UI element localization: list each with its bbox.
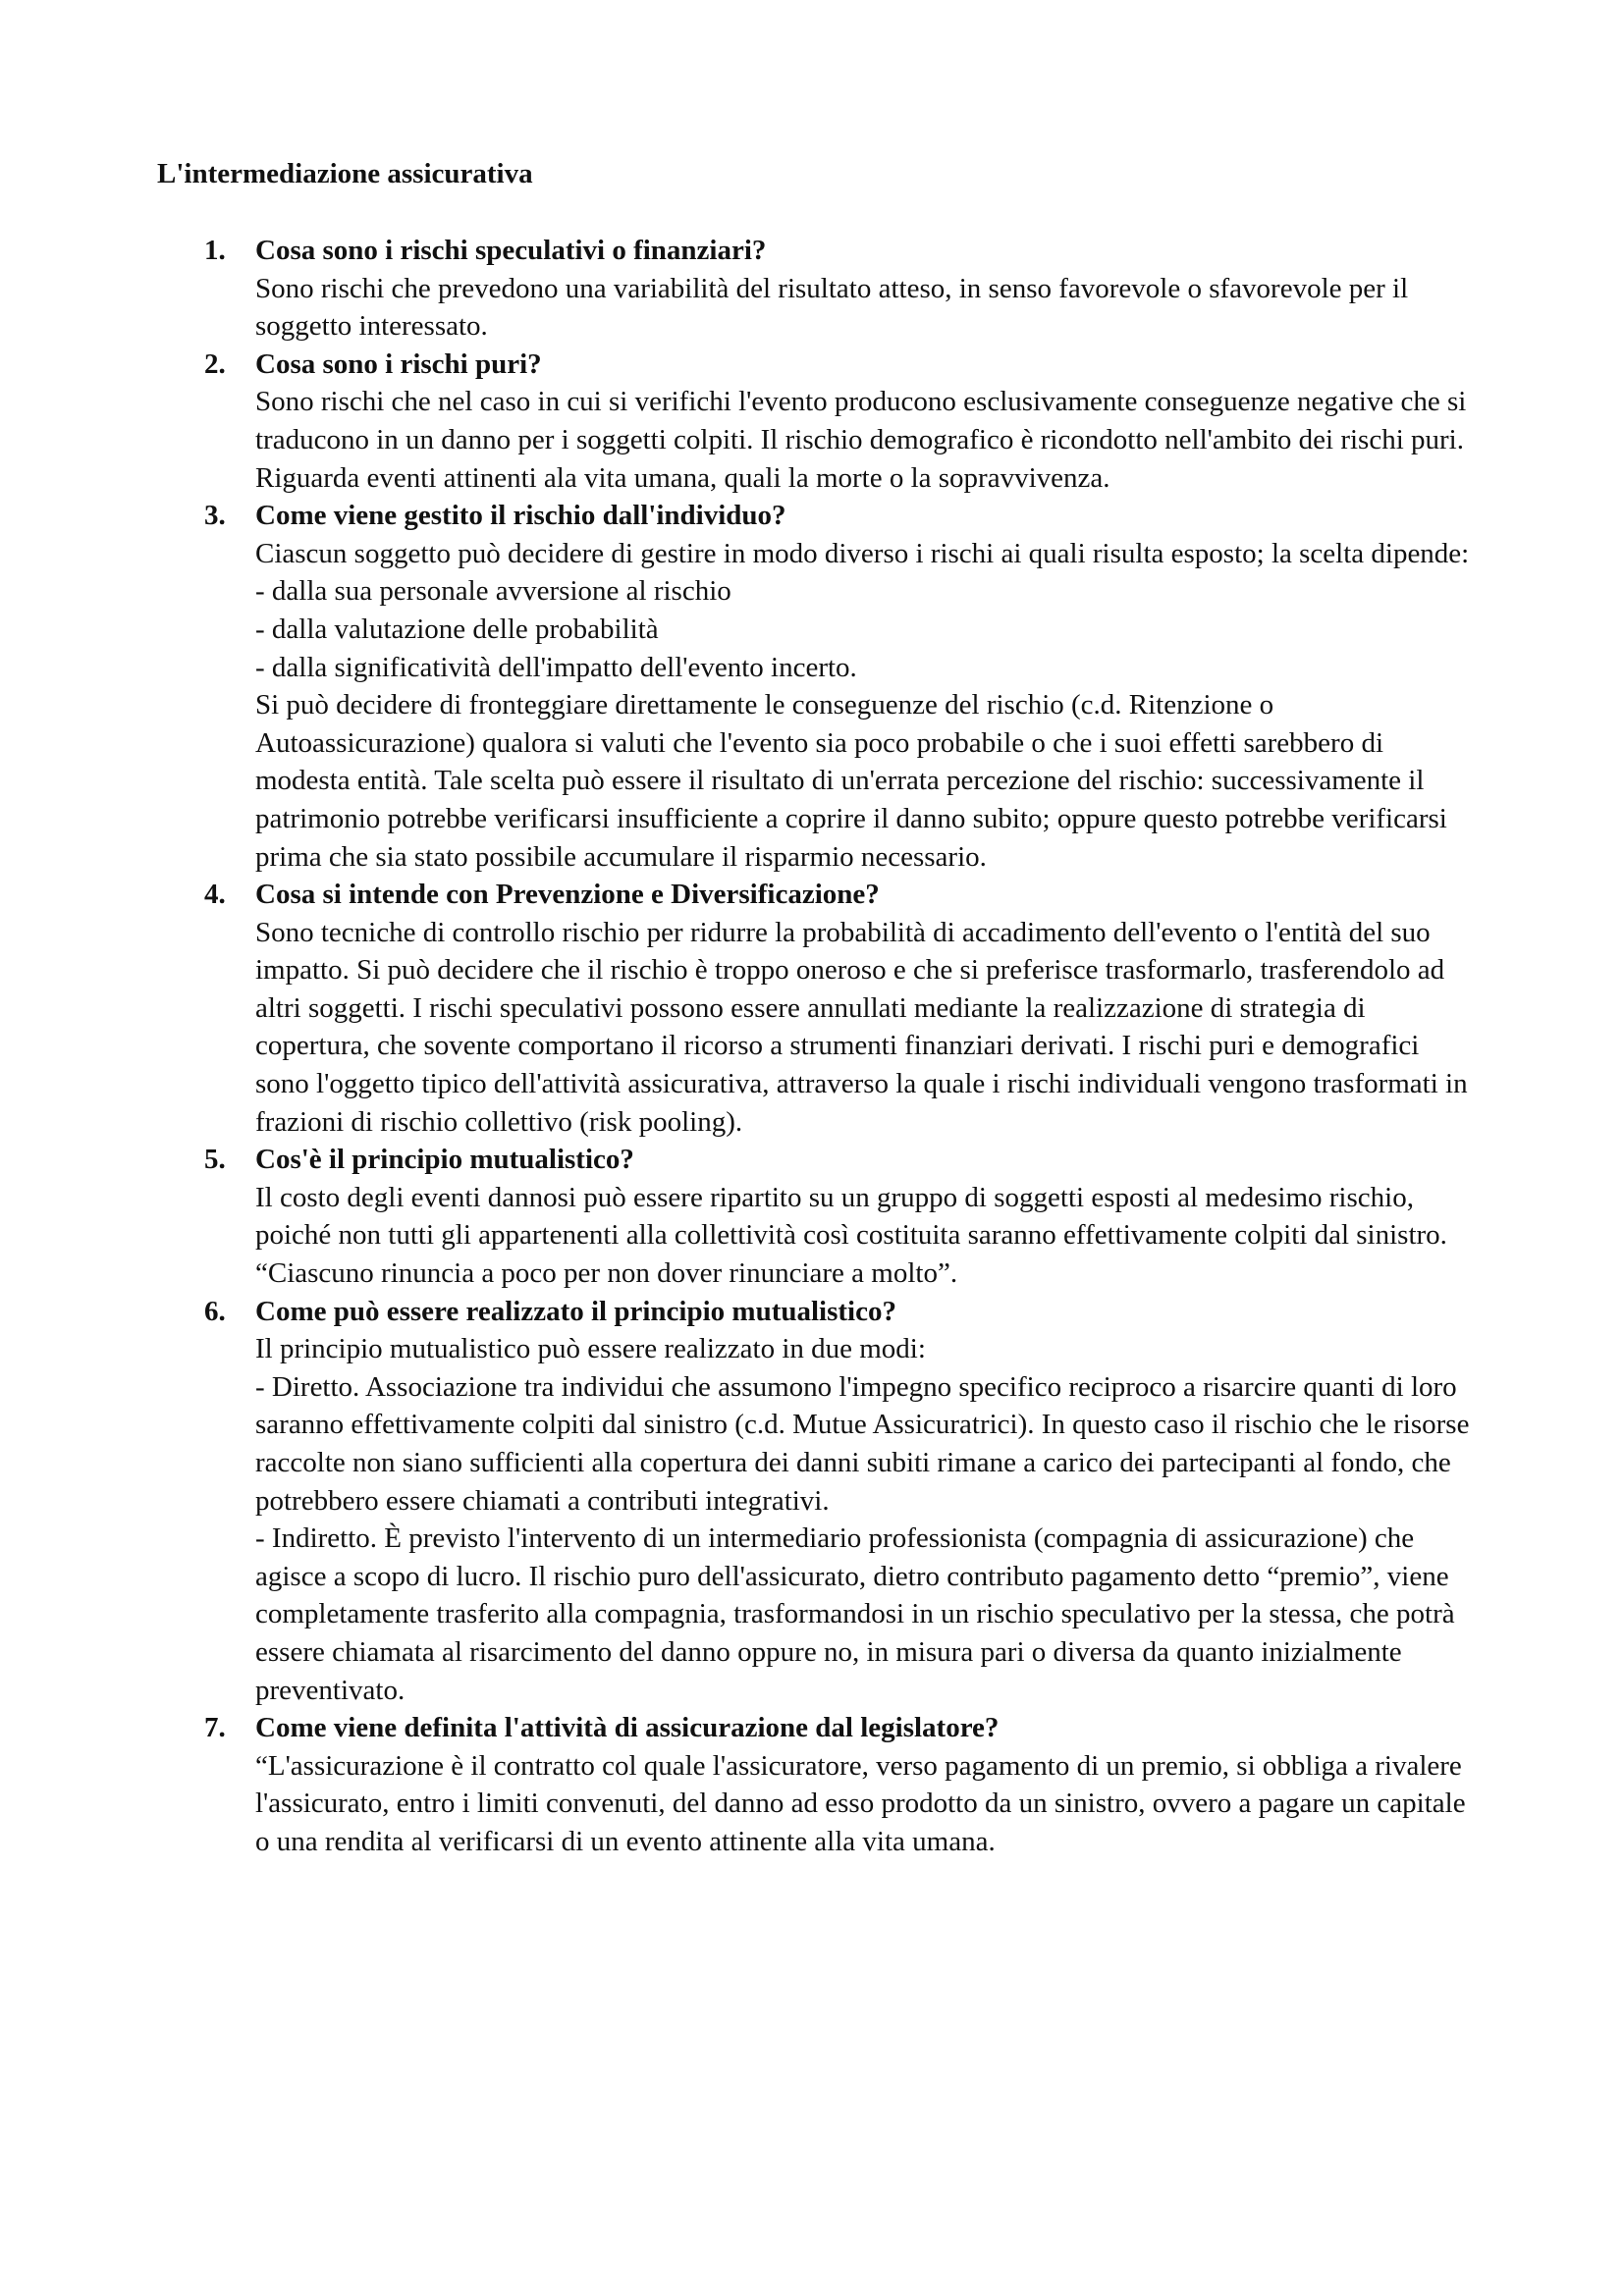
answer-text [255, 1330, 1473, 1709]
answer-text [255, 1747, 1473, 1861]
answer-paragraph: Il costo degli eventi dannosi può essere ripartito su un gruppo di soggetti esposti al medesimo rischio, poiché non tutti gli appartenenti alla collettività così costituita saranno effettivamente colpiti dal sinistro. “Ciascuno rinuncia a poco per non dover rinunciare a molto”. [255, 1181, 1447, 1290]
list-item [157, 346, 1473, 497]
item-number: 4. [204, 879, 226, 911]
answer-bullet: - dalla valutazione delle probabilità [255, 613, 659, 645]
document-page [157, 155, 1473, 1861]
item-number: 1. [204, 235, 226, 266]
question-heading: Cosa si intende con Prevenzione e Diversificazione? [255, 879, 880, 911]
item-number: 5. [204, 1144, 226, 1176]
question-heading: Cosa sono i rischi speculativi o finanziari? [255, 235, 767, 266]
item-number: 7. [204, 1712, 226, 1744]
answer-text [255, 383, 1473, 497]
answer-text [255, 914, 1473, 1142]
item-number: 3. [204, 500, 226, 532]
list-item [157, 1141, 1473, 1292]
answer-text [255, 1179, 1473, 1293]
list-item [157, 1293, 1473, 1710]
list-item [157, 1709, 1473, 1860]
question-heading: Cosa sono i rischi puri? [255, 347, 542, 380]
item-number: 6. [204, 1295, 226, 1327]
answer-paragraph: Sono rischi che nel caso in cui si verifichi l'evento producono esclusivamente conseguenze negative che si traducono in un danno per i soggetti colpiti. Il rischio demografico è ricondotto nell'ambito dei rischi puri. Riguarda eventi attinenti ala vita umana, quali la morte o la sopravvivenza. [255, 386, 1467, 494]
question-heading: Cos'è il principio mutualistico? [255, 1144, 634, 1176]
answer-paragraph: Il principio mutualistico può essere realizzato in due modi: [255, 1333, 926, 1365]
answer-paragraph: Ciascun soggetto può decidere di gestire in modo diverso i rischi ai quali risulta esposto; la scelta dipende: [255, 537, 1470, 569]
answer-text [255, 270, 1473, 346]
answer-bullet: - dalla sua personale avversione al rischio [255, 575, 731, 608]
list-item [157, 876, 1473, 1141]
question-heading: Come viene gestito il rischio dall'individuo? [255, 500, 786, 532]
answer-paragraph: Si può decidere di fronteggiare direttamente le conseguenze del rischio (c.d. Ritenzione o Autoassicurazione) qualora si valuti che l'evento sia poco probabile o che i suoi effetti sarebbero di modesta entità. Tale scelta può essere il risultato di un'errata percezione del rischio: successivamente il patrimonio potrebbe verificarsi insufficiente a coprire il danno subito; oppure questo potrebbe verificarsi prima che sia stato possibile accumulare il risparmio necessario. [255, 689, 1447, 873]
answer-text [255, 535, 1473, 876]
document-title: L'intermediazione assicurativa [157, 158, 533, 189]
answer-bullet: - Indiretto. È previsto l'intervento di un intermediario professionista (compagnia di assicurazione) che agisce a scopo di lucro. Il rischio puro dell'assicurato, dietro contributo pagamento detto “premio”, viene completamente trasferito alla compagnia, trasformandosi in un rischio speculativo per la stessa, che potrà essere chiamata al risarcimento del danno oppure no, in misura pari o diversa da quanto inizialmente preventivato. [255, 1522, 1455, 1706]
answer-bullet: - Diretto. Associazione tra individui che assumono l'impegno specifico reciproco a risarcire quanti di loro saranno effettivamente colpiti dal sinistro (c.d. Mutue Assicuratrici). In questo caso il rischio che le risorse raccolte non siano sufficienti alla copertura dei danni subiti rimane a carico dei partecipanti al fondo, che potrebbero essere chiamati a contributi integrativi. [255, 1370, 1470, 1517]
question-heading: Come viene definita l'attività di assicurazione dal legislatore? [255, 1712, 1000, 1744]
question-heading: Come può essere realizzato il principio mutualistico? [255, 1295, 896, 1327]
answer-paragraph: Sono rischi che prevedono una variabilità del risultato atteso, in senso favorevole o sfavorevole per il soggetto interessato. [255, 272, 1409, 343]
answer-paragraph: “L'assicurazione è il contratto col quale l'assicuratore, verso pagamento di un premio, si obbliga a rivalere l'assicurato, entro i limiti convenuti, del danno ad esso prodotto da un sinistro, ovvero a pagare un capitale o una rendita al verificarsi di un evento attinente alla vita umana. [255, 1749, 1466, 1857]
answer-paragraph: Sono tecniche di controllo rischio per ridurre la probabilità di accadimento dell'evento o l'entità del suo impatto. Si può decidere che il rischio è troppo oneroso e che si preferisce trasformarlo, trasferendolo ad altri soggetti. I rischi speculativi possono essere annullati mediante la realizzazione di strategia di copertura, che sovente comportano il ricorso a strumenti finanziari derivati. I rischi puri e demografici sono l'oggetto tipico dell'attività assicurativa, attraverso la quale i rischi individuali vengono trasformati in frazioni di rischio collettivo (risk pooling). [255, 916, 1468, 1138]
answer-bullet: - dalla significatività dell'impatto dell'evento incerto. [255, 651, 857, 683]
question-list [157, 232, 1473, 1861]
list-item [157, 232, 1473, 346]
item-number: 2. [204, 347, 226, 380]
list-item [157, 497, 1473, 876]
